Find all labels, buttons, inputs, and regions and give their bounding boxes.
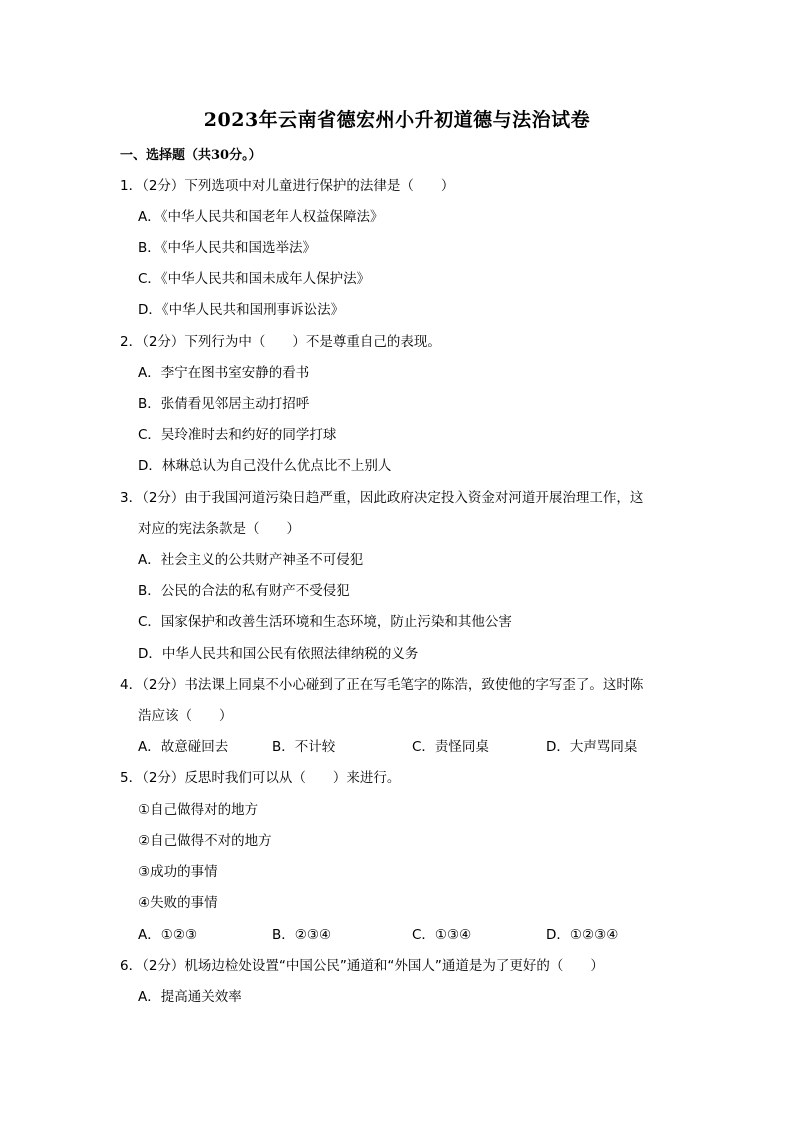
- question-3-option-b[interactable]: B．公民的合法的私有财产不受侵犯: [138, 583, 350, 599]
- question-4-option-d[interactable]: D．大声骂同桌: [546, 739, 638, 755]
- question-2-option-d[interactable]: D．林琳总认为自己没什么优点比不上别人: [138, 458, 392, 474]
- question-2-option-b[interactable]: B．张倩看见邻居主动打招呼: [138, 396, 310, 412]
- question-3-option-d[interactable]: D．中华人民共和国公民有依照法律纳税的义务: [138, 646, 419, 662]
- question-3-option-c[interactable]: C．国家保护和改善生活环境和生态环境，防止污染和其他公害: [138, 614, 512, 630]
- question-4-stem-line-1: 4．（2分）书法课上同桌不小心碰到了正在写毛笔字的陈浩，致使他的字写歪了。这时陈: [120, 677, 644, 693]
- question-5-item-3: ③成功的事情: [138, 864, 218, 880]
- question-3-stem-line-2: 对应的宪法条款是（ ）: [138, 521, 300, 537]
- question-4-option-b[interactable]: B．不计较: [272, 739, 336, 755]
- question-6-stem: 6．（2分）机场边检处设置“中国公民”通道和“外国人”通道是为了更好的（ ）: [120, 958, 604, 974]
- question-5-option-b[interactable]: B．②③④: [272, 927, 332, 943]
- question-5-item-1: ①自己做得对的地方: [138, 802, 259, 818]
- question-5-stem: 5．（2分）反思时我们可以从（ ）来进行。: [120, 770, 401, 786]
- question-5-option-a[interactable]: A．①②③: [138, 927, 198, 943]
- section-heading: 一、选择题（共30分。）: [120, 148, 262, 163]
- question-1-option-d[interactable]: D．《中华人民共和国刑事诉讼法》: [138, 302, 345, 318]
- question-5-option-d[interactable]: D．①②③④: [546, 927, 619, 943]
- question-4-option-a[interactable]: A．故意碰回去: [138, 739, 229, 755]
- question-2-option-a[interactable]: A．李宁在图书室安静的看书: [138, 365, 310, 381]
- question-2-option-c[interactable]: C．吴玲准时去和约好的同学打球: [138, 427, 337, 443]
- question-3-option-a[interactable]: A．社会主义的公共财产神圣不可侵犯: [138, 552, 364, 568]
- page-title: 2023年云南省德宏州小升初道德与法治试卷: [203, 109, 591, 131]
- question-1-option-a[interactable]: A．《中华人民共和国老年人权益保障法》: [138, 209, 384, 225]
- question-5-option-c[interactable]: C．①③④: [412, 927, 472, 943]
- question-1-option-b[interactable]: B．《中华人民共和国选举法》: [138, 240, 317, 256]
- question-1-option-c[interactable]: C．《中华人民共和国未成年人保护法》: [138, 271, 371, 287]
- question-5-item-2: ②自己做得不对的地方: [138, 833, 272, 849]
- question-4-stem-line-2: 浩应该（ ）: [138, 708, 233, 724]
- question-5-item-4: ④失败的事情: [138, 895, 218, 911]
- question-1-stem: 1．（2分）下列选项中对儿童进行保护的法律是（ ）: [120, 178, 455, 194]
- question-4-option-c[interactable]: C．责怪同桌: [412, 739, 489, 755]
- question-6-option-a[interactable]: A．提高通关效率: [138, 989, 242, 1005]
- question-3-stem-line-1: 3．（2分）由于我国河道污染日趋严重，因此政府决定投入资金对河道开展治理工作，这: [120, 490, 644, 506]
- question-2-stem: 2．（2分）下列行为中（ ）不是尊重自己的表现。: [120, 334, 441, 350]
